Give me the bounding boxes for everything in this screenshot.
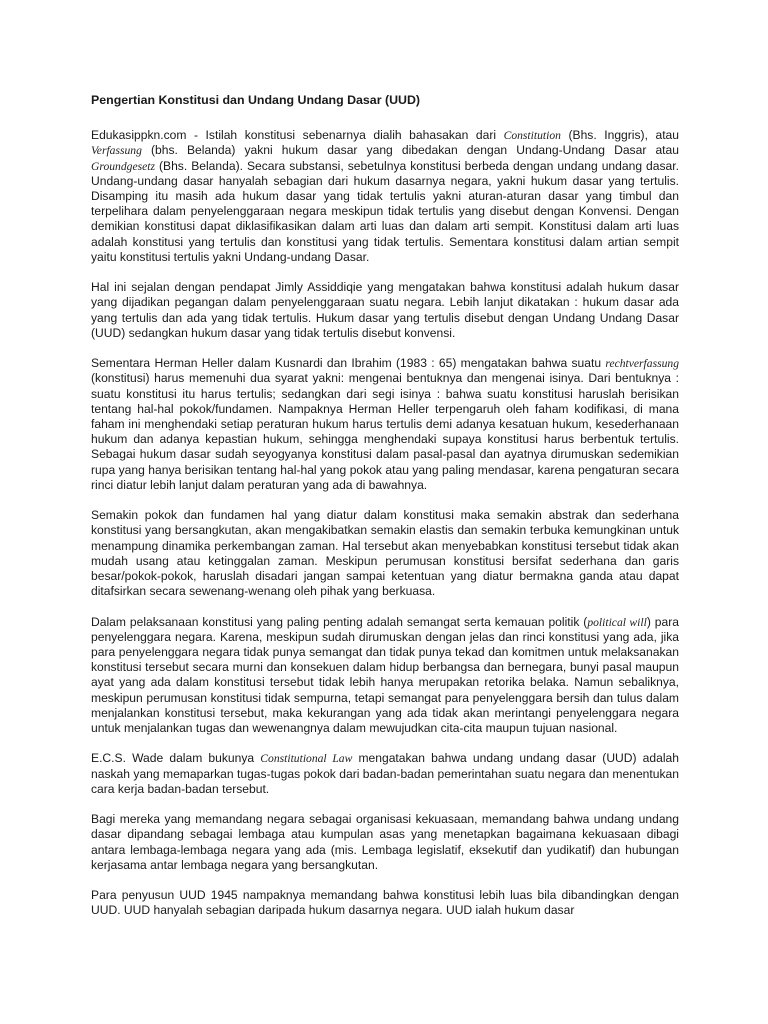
text-run: (Bhs. Inggris), atau [560, 128, 680, 143]
text-run: Sementara Herman Heller dalam Kusnardi dan Ibrahim (1983 : 65) mengatakan bahwa suatu [91, 356, 606, 371]
paragraph [91, 508, 679, 599]
text-run: Hal ini sejalan dengan pendapat Jimly Assiddiqie yang mengatakan bahwa konstitusi adalah hukum dasar yang dijadikan pegangan dalam penyelenggaraan suatu negara. Lebih lanjut dikatakan : hukum dasar ada yang tertulis dan ada yang tidak tertulis. Hukum dasar yang tertulis disebut dengan Undang Undang Dasar (UUD) sedangkan hukum dasar yang tidak tertulis disebut konvensi. [91, 280, 679, 340]
text-run: Bagi mereka yang memandang negara sebagai organisasi kekuasaan, memandang bahwa undang undang dasar dipandang sebagai lembaga atau kumpulan asas yang menetapkan bagaimana kekuasaan dibagi antara lembaga-lembaga negara yang ada (mis. Lembaga legislatif, eksekutif dan yudikatif) dan hubungan kerjasama antar lembaga negara yang bersangkutan. [91, 812, 679, 872]
document-title: Pengertian Konstitusi dan Undang Undang Dasar (UUD) [91, 93, 421, 107]
text-run: Para penyusun UUD 1945 nampaknya memandang bahwa konstitusi lebih luas bila dibandingkan dengan UUD. UUD hanyalah sebagian daripada hukum dasarnya negara. UUD ialah hukum dasar [91, 888, 679, 918]
italic-term: Constitutional Law [260, 752, 353, 766]
document-body [91, 128, 679, 918]
paragraph [91, 356, 679, 493]
paragraph [91, 128, 679, 265]
text-run: (bhs. Belanda) yakni hukum dasar yang dibedakan dengan Undang-Undang Dasar atau [141, 143, 679, 158]
text-run: ) para penyelenggara negara. Karena, meskipun sudah dirumuskan dengan jelas dan rinci konstitusi yang ada, jika para penyelenggara negara tidak punya semangat dan tidak punya tekad dan komitmen untuk melaksanakan konstitusi tersebut secara murni dan konsekuen dalam hidup berbangsa dan bernegara, bunyi pasal maupun ayat yang ada dalam konstitusi tersebut tidak lebih hanya merupakan retorika belaka. Namun sebaliknya, meskipun perumusan konstitusi tidak sempurna, tetapi semangat para penyelenggara bersih dan tulus dalam menjalankan konstitusi tersebut, maka kekurangan yang ada tidak akan merintangi penyelenggara negara untuk menjalankan tugas dan wewenangnya dalam mewujudkan cita-cita maupun tujuan nasional. [91, 614, 680, 736]
paragraph [91, 888, 679, 918]
paragraph [91, 280, 679, 341]
italic-term: Groundgesetz [91, 159, 155, 173]
document-page [91, 93, 679, 934]
italic-term: rechtverfassung [605, 357, 679, 371]
text-run: Dalam pelaksanaan konstitusi yang paling penting adalah semangat serta kemauan politik ( [91, 614, 588, 629]
italic-term: political will [587, 615, 647, 629]
text-run: Semakin pokok dan fundamen hal yang diatur dalam konstitusi maka semakin abstrak dan sederhana konstitusi yang bersangkutan, akan mengakibatkan semakin elastis dan semakin terbuka kemungkinan untuk menampung dinamika perkembangan zaman. Hal tersebut akan menyebabkan konstitusi tersebut tidak akan mudah usang atau ketinggalan zaman. Meskipun perumusan konstitusi bersifat sederhana dan garis besar/pokok-pokok, haruslah disadari jangan sampai ketentuan yang diatur bermakna ganda atau dapat ditafsirkan secara sewenang-wenang oleh pihak yang berkuasa. [91, 508, 679, 599]
paragraph [91, 615, 679, 737]
text-run: mengatakan bahwa undang undang dasar (UUD) adalah naskah yang memaparkan tugas-tugas pokok dari badan-badan pemerintahan suatu negara dan menentukan cara kerja badan-badan tersebut. [91, 751, 679, 796]
text-run: (Bhs. Belanda). Secara substansi, sebetulnya konstitusi berbeda dengan undang undang dasar. Undang-undang dasar hanyalah sebagian dari hukum dasarnya negara, yakni hukum dasar yang tertulis. Disamping itu masih ada hukum dasar yang tidak tertulis yakni aturan-aturan dasar yang timbul dan terpelihara dalam penyelenggaraan negara meskipun tidak tertulis yang disebut dengan Konvensi. Dengan demikian konstitusi dapat diklasifikasikan dalam arti luas dan dalam arti sempit. Konstitusi dalam arti luas adalah konstitusi yang tertulis dan konstitusi yang tidak tertulis. Sementara konstitusi dalam artian sempit yaitu konstitusi tertulis yakni Undang-undang Dasar. [91, 158, 679, 264]
paragraph [91, 751, 679, 797]
text-run: Edukasippkn.com - Istilah konstitusi sebenarnya dialih bahasakan dari [91, 128, 504, 143]
paragraph [91, 812, 679, 873]
text-run: E.C.S. Wade dalam bukunya [91, 751, 261, 766]
italic-term: Verfassung [91, 144, 142, 158]
italic-term: Constitution [503, 129, 561, 143]
text-run: (konstitusi) harus memenuhi dua syarat yakni: mengenai bentuknya dan mengenai isinya. Dari bentuknya : suatu konstitusi itu harus tertulis; sedangkan dari segi isinya : bahwa suatu konstitusi haruslah berisikan tentang hal-hal pokok/fundamen. Nampaknya Herman Heller terpengaruh oleh faham kodifikasi, di mana faham ini menghendaki setiap peraturan hukum harus tertulis demi adanya kesatuan hukum, kesederhanaan hukum dan adanya kepastian hukum, sehingga menghendaki supaya konstitusi harus berbentuk tertulis. Sebagai hukum dasar sudah seyogyanya konstitusi dalam pasal-pasal dan ayatnya dirumuskan sedemikian rupa yang hanya berisikan tentang hal-hal yang pokok atau yang paling mendasar, karena pengaturan secara rinci diatur lebih lanjut dalam peraturan yang ada di bawahnya. [91, 371, 679, 492]
